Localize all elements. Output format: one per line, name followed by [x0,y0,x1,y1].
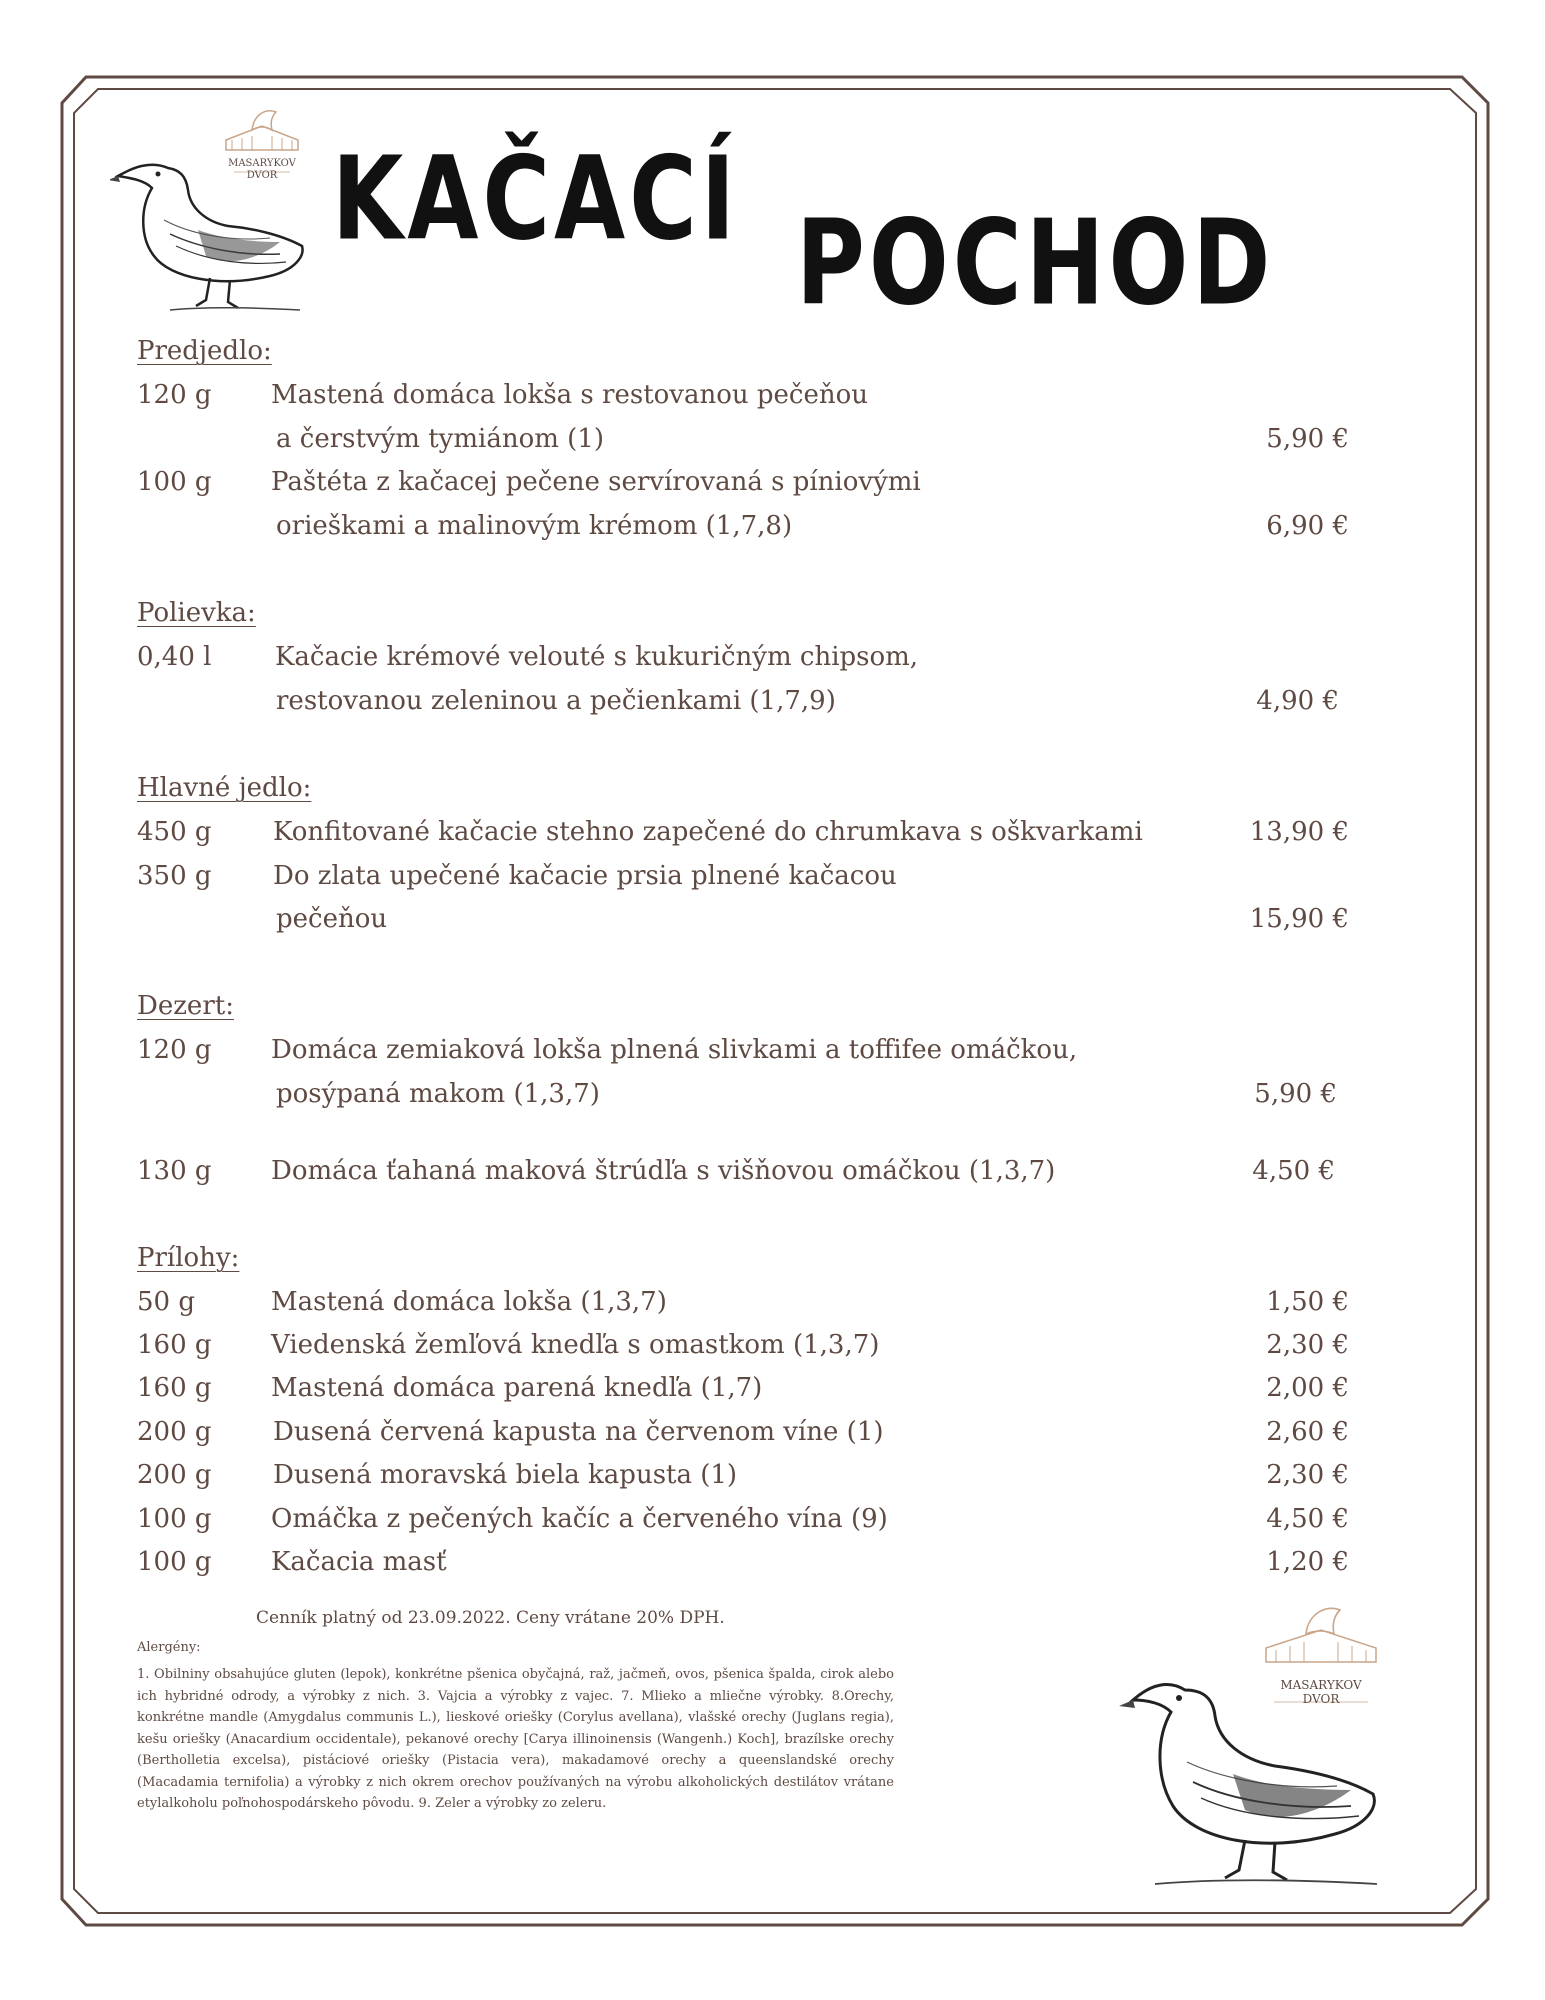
section-title-polievka: Polievka: [137,598,256,628]
item-weight: 120 g [137,380,212,410]
item-price: 2,30 € [1266,1330,1349,1360]
item-description: Mastená domáca parená knedľa (1,7) [271,1373,763,1403]
item-weight: 200 g [137,1417,212,1447]
item-weight: 160 g [137,1330,212,1360]
title-line1: KAČACÍ [332,132,739,266]
duck-illustration-bottom [1115,1650,1385,1895]
item-weight: 100 g [137,467,212,497]
item-description: Domáca ťahaná maková štrúdľa s višňovou omáčkou (1,3,7) [271,1156,1056,1186]
item-price: 2,00 € [1266,1373,1349,1403]
menu-item [137,1504,1349,1544]
item-description: Kačacia masť [271,1547,447,1577]
menu-item [137,1035,1349,1075]
menu-item [137,861,1349,901]
item-description: Mastená domáca lokša s restovanou pečeňou [271,380,869,410]
item-weight: 100 g [137,1547,212,1577]
item-weight: 160 g [137,1373,212,1403]
item-price: 1,50 € [1266,1287,1349,1317]
logo-line2: DVOR [1302,1692,1340,1706]
menu-item [137,380,1349,420]
item-weight: 350 g [137,861,212,891]
section-title-predjedlo: Predjedlo: [137,336,272,366]
price-validity-note: Cenník platný od 23.09.2022. Ceny vrátane 20% DPH. [256,1608,725,1628]
item-weight: 120 g [137,1035,212,1065]
item-description: Domáca zemiaková lokša plnená slivkami a toffifee omáčkou, [271,1035,1078,1065]
logo-line2: DVOR [246,170,278,181]
menu-item [137,817,1349,857]
item-price: 4,90 € [1256,686,1339,716]
item-price: 13,90 € [1249,817,1349,847]
item-description: Dusená moravská biela kapusta (1) [273,1460,738,1490]
item-weight: 200 g [137,1460,212,1490]
item-description: Konfitované kačacie stehno zapečené do chrumkava s oškvarkami [273,817,1143,847]
item-price: 5,90 € [1254,1079,1337,1109]
item-description: posýpaná makom (1,3,7) [276,1079,600,1109]
item-description: Viedenská žemľová knedľa s omastkom (1,3,7) [271,1330,880,1360]
item-price: 1,20 € [1266,1547,1349,1577]
item-description: Omáčka z pečených kačíc a červeného vína (9) [271,1504,888,1534]
menu-item [137,1373,1349,1413]
item-price: 2,30 € [1266,1460,1349,1490]
logo-line1: MASARYKOV [228,158,296,169]
menu-item-continuation [137,424,1349,464]
item-price: 6,90 € [1266,511,1349,541]
menu-item [137,1547,1349,1587]
item-description: a čerstvým tymiánom (1) [276,424,604,454]
item-description: restovanou zeleninou a pečienkami (1,7,9) [276,686,836,716]
item-description: Dusená červená kapusta na červenom víne (1) [273,1417,884,1447]
section-title-prilohy: Prílohy: [137,1243,240,1273]
item-price: 4,50 € [1252,1156,1335,1186]
allergens-title: Alergény: [137,1640,201,1655]
section-title-hlavne-jedlo: Hlavné jedlo: [137,773,312,803]
menu-item-continuation [137,511,1349,551]
item-weight: 450 g [137,817,212,847]
allergens-text: 1. Obilniny obsahujúce gluten (lepok), konkrétne pšenica obyčajná, raž, jačmeň, ovos, pšenica špalda, cirok alebo ich hybridné odrody, a výrobky z nich. 3. Vajcia a výrobky z vajec. 7. Mlieko a mliečne výrobky. 8.Orechy, konkrétne mandle (Amygdalus communis L.), lieskové oriešky (Corylus avellana), vlašské orechy (Juglans regia), kešu oriešky (Anacardium occidentale), pekanové orechy [Carya illinoinensis (Wangenh.) Koch], brazílske orechy (Bertholletia excelsa), pistáciové oriešky (Pistacia vera), makadamové orechy a queenslandské orechy (Macadamia ternifolia) a výrobky z nich okrem orechov používaných na výrobu alkoholických destilátov vrátane etylalkoholu poľnohospodárskeho pôvodu. 9. Zeler a výrobky zo zeleru. [137,1667,894,1811]
menu-item-continuation [137,904,1349,944]
title-line2: POCHOD [796,196,1275,333]
item-price: 4,50 € [1266,1504,1349,1534]
item-description: Kačacie krémové velouté s kukuričným chipsom, [275,642,919,672]
item-description: Paštéta z kačacej pečene servírovaná s píniovými [271,467,921,497]
item-price: 15,90 € [1249,904,1349,934]
menu-item [137,1156,1349,1196]
menu-item [137,642,1349,682]
menu-item [137,1287,1349,1327]
menu-item [137,1417,1349,1457]
section-title-dezert: Dezert: [137,991,234,1021]
item-description: Mastená domáca lokša (1,3,7) [271,1287,667,1317]
item-description: pečeňou [276,904,388,934]
item-weight: 100 g [137,1504,212,1534]
item-weight: 50 g [137,1287,195,1317]
item-weight: 130 g [137,1156,212,1186]
menu-item [137,1460,1349,1500]
item-price: 5,90 € [1266,424,1349,454]
logo-text-top [212,158,312,182]
menu-item-continuation [137,1079,1349,1119]
item-weight: 0,40 l [137,642,212,672]
item-price: 2,60 € [1266,1417,1349,1447]
menu-item [137,467,1349,507]
menu-item [137,1330,1349,1370]
item-description: orieškami a malinovým krémom (1,7,8) [276,511,793,541]
logo-line1: MASARYKOV [1280,1678,1362,1692]
item-description: Do zlata upečené kačacie prsia plnené kačacou [273,861,897,891]
menu-item-continuation [137,686,1349,726]
